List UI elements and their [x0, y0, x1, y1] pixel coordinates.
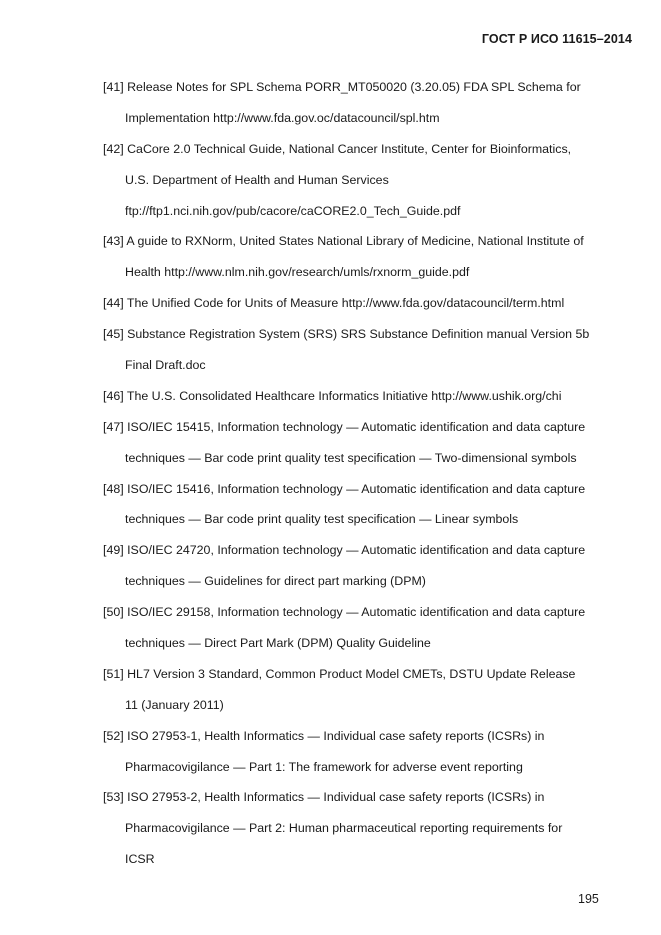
reference-line: [43] A guide to RXNorm, United States National Library of Medicine, National Institute of	[103, 234, 584, 249]
reference-line: [41] Release Notes for SPL Schema PORR_MT050020 (3.20.05) FDA SPL Schema for	[103, 80, 581, 94]
reference-continuation-line: Final Draft.doc	[125, 358, 206, 373]
reference-item	[103, 603, 643, 665]
reference-list	[103, 78, 643, 881]
reference-continuation-line: ftp://ftp1.nci.nih.gov/pub/cacore/caCORE2.0_Tech_Guide.pdf	[125, 203, 461, 218]
reference-continuation-line: Implementation http://www.fda.gov.oc/datacouncil/spl.htm	[125, 110, 440, 125]
document-header: ГОСТ Р ИСО 11615–2014	[481, 32, 632, 46]
page-number: 195	[578, 892, 599, 906]
reference-continuation-line: Pharmacovigilance — Part 1: The framework for adverse event reporting	[125, 759, 523, 774]
reference-item	[103, 294, 643, 325]
reference-item	[103, 727, 643, 789]
reference-item	[103, 788, 643, 881]
reference-continuation-line: techniques — Guidelines for direct part marking (DPM)	[125, 574, 426, 589]
reference-continuation-line: Pharmacovigilance — Part 2: Human pharmaceutical reporting requirements for	[125, 821, 563, 836]
reference-line: [42] CaCore 2.0 Technical Guide, National Cancer Institute, Center for Bioinformatics,	[103, 141, 572, 156]
reference-item	[103, 418, 643, 480]
reference-line: [48] ISO/IEC 15416, Information technology — Automatic identification and data capture	[103, 481, 586, 496]
reference-line: [44] The Unified Code for Units of Measure http://www.fda.gov/datacouncil/term.html	[103, 296, 565, 311]
reference-continuation-line: Health http://www.nlm.nih.gov/research/umls/rxnorm_guide.pdf	[125, 265, 470, 280]
reference-line: [50] ISO/IEC 29158, Information technology — Automatic identification and data capture	[103, 605, 586, 620]
reference-item	[103, 140, 643, 233]
reference-line: [49] ISO/IEC 24720, Information technology — Automatic identification and data capture	[103, 543, 586, 558]
reference-line: [47] ISO/IEC 15415, Information technology — Automatic identification and data capture	[103, 419, 586, 434]
reference-line: [45] Substance Registration System (SRS) SRS Substance Definition manual Version 5b	[103, 327, 590, 342]
reference-item	[103, 480, 643, 542]
reference-item	[103, 325, 643, 387]
reference-continuation-line: U.S. Department of Health and Human Services	[125, 172, 389, 187]
reference-line: [52] ISO 27953-1, Health Informatics — Individual case safety reports (ICSRs) in	[103, 728, 545, 743]
reference-continuation-line: techniques — Bar code print quality test specification — Linear symbols	[125, 512, 519, 527]
reference-continuation-line: 11 (January 2011)	[125, 697, 224, 712]
reference-line: [51] HL7 Version 3 Standard, Common Product Model CMETs, DSTU Update Release	[103, 666, 576, 681]
reference-item	[103, 232, 643, 294]
reference-line: [46] The U.S. Consolidated Healthcare Informatics Initiative http://www.ushik.org/chi	[103, 388, 562, 403]
reference-item	[103, 541, 643, 603]
reference-line: [53] ISO 27953-2, Health Informatics — Individual case safety reports (ICSRs) in	[103, 790, 545, 805]
reference-item	[103, 78, 643, 140]
reference-item	[103, 387, 643, 418]
reference-continuation-line: techniques — Bar code print quality test specification — Two-dimensional symbols	[125, 450, 577, 465]
reference-item	[103, 665, 643, 727]
reference-continuation-line: techniques — Direct Part Mark (DPM) Quality Guideline	[125, 636, 431, 651]
reference-continuation-line: ICSR	[125, 852, 155, 867]
